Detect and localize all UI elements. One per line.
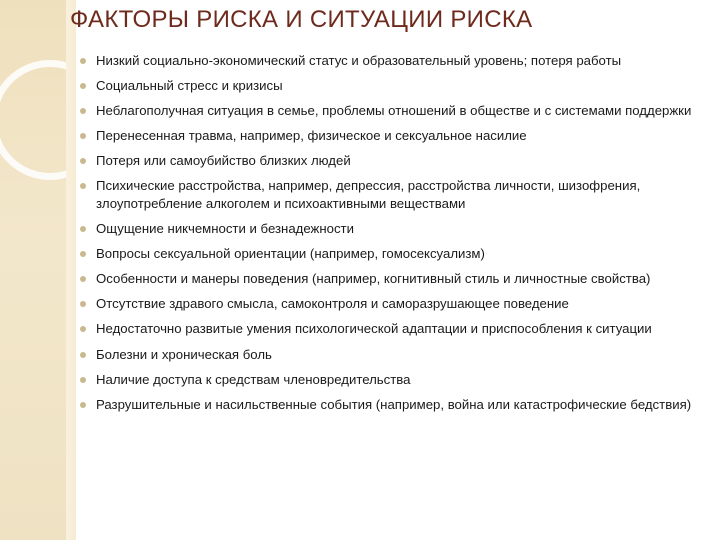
list-item-text: Потеря или самоубийство близких людей: [96, 153, 351, 169]
list-item-text: Разрушительные и насильственные события (например, война или катастрофические бедствия): [96, 396, 692, 412]
risk-factor-list: [76, 52, 720, 413]
list-item: [76, 102, 720, 120]
list-item-text: Неблагополучная ситуация в семье, проблемы отношений в обществе и с системами поддержки: [96, 103, 692, 119]
list-item-text: Отсутствие здравого смысла, самоконтроля и саморазрушающее поведение: [96, 296, 569, 312]
list-item: [76, 295, 720, 313]
list-item-text: Перенесенная травма, например, физическое и сексуальное насилие: [96, 128, 527, 144]
bullet-icon: [80, 251, 86, 257]
bullet-icon: [80, 377, 86, 383]
list-item-text: Социальный стресс и кризисы: [96, 78, 283, 94]
list-item: [76, 152, 720, 170]
bullet-icon: [80, 133, 86, 139]
side-decor-panel: [0, 0, 76, 540]
bullet-icon: [80, 326, 86, 332]
list-item-text: Особенности и манеры поведения (например, когнитивный стиль и личностные свойства): [96, 271, 651, 287]
list-item-text: Низкий социально-экономический статус и образовательный уровень; потеря работы: [96, 53, 622, 68]
bullet-icon: [80, 108, 86, 114]
list-item-text: Болезни и хроническая боль: [96, 346, 272, 362]
list-item: [76, 320, 720, 338]
list-item: [76, 77, 720, 95]
page-title: ФАКТОРЫ РИСКА И СИТУАЦИИ РИСКА: [70, 6, 533, 33]
bullet-icon: [80, 183, 86, 189]
bullet-icon: [80, 352, 86, 358]
list-item-text: Психические расстройства, например, депрессия, расстройства личности, шизофрения, злоупотребление алкоголем и психоактивными веществами: [96, 178, 641, 211]
list-item: [76, 346, 720, 364]
bullet-icon: [80, 276, 86, 282]
list-item: [76, 245, 720, 263]
bullet-icon: [80, 226, 86, 232]
bullet-icon: [80, 83, 86, 89]
list-item: [76, 52, 720, 70]
list-item: [76, 270, 720, 288]
list-item: [76, 396, 720, 414]
bullet-icon: [80, 402, 86, 408]
list-item: [76, 127, 720, 145]
list-item-text: Наличие доступа к средствам членовредительства: [96, 371, 411, 387]
list-item: [76, 177, 720, 212]
bullet-icon: [80, 58, 86, 64]
list-item-text: Вопросы сексуальной ориентации (например, гомосексуализм): [96, 246, 485, 262]
side-decor-stripe: [66, 0, 76, 540]
bullet-icon: [80, 158, 86, 164]
list-item-text: Ощущение никчемности и безнадежности: [96, 221, 354, 237]
list-item-text: Недостаточно развитые умения психологической адаптации и приспособления к ситуации: [96, 321, 652, 337]
bullet-icon: [80, 301, 86, 307]
list-item: [76, 371, 720, 389]
list-item: [76, 220, 720, 238]
